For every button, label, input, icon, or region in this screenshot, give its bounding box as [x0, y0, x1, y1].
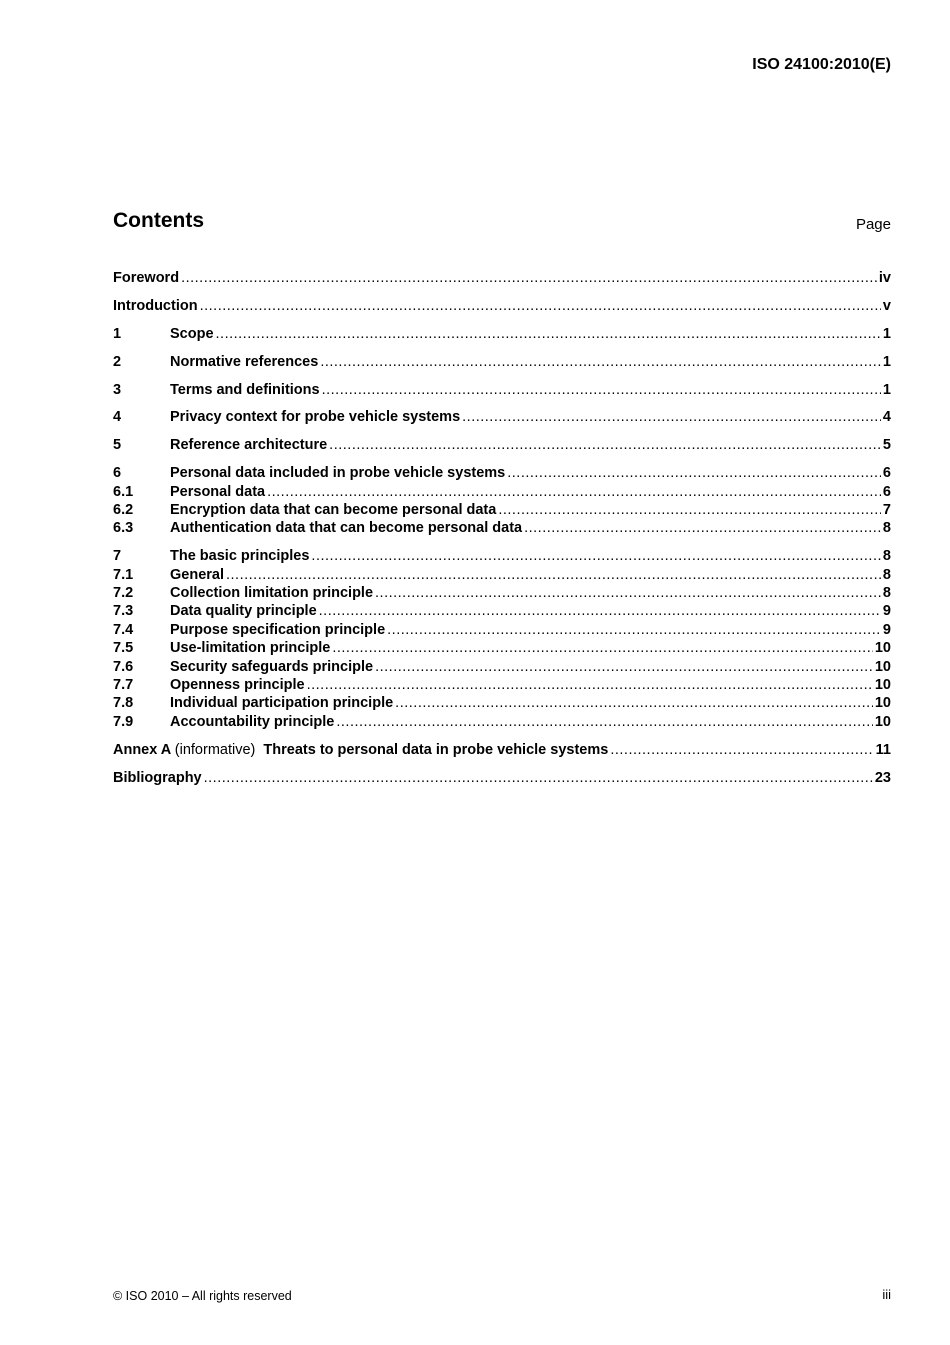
annex-title: Threats to personal data in probe vehicle systems: [263, 741, 609, 758]
toc-entry-page: 11: [875, 741, 891, 758]
toc-entry-page: 8: [882, 548, 891, 565]
toc-leader-dots: [524, 519, 881, 537]
toc-entry-7-3[interactable]: [113, 602, 891, 620]
toc-entry-page: 6: [882, 483, 891, 500]
toc-entry-title: Security safeguards principle: [170, 658, 374, 675]
toc-entry-number: 3: [113, 381, 122, 398]
toc-entry-page: 10: [874, 640, 891, 657]
toc-entry-number: 4: [113, 409, 122, 426]
toc-entry-page: 10: [874, 713, 891, 730]
toc-entry-number: 7.5: [113, 640, 134, 657]
toc-entry-page: 10: [874, 658, 891, 675]
toc-leader-dots: [320, 353, 881, 371]
toc-leader-dots: [375, 584, 881, 602]
toc-entry-number: 5: [113, 437, 122, 454]
toc-entry-bibliography[interactable]: [113, 769, 891, 787]
toc-entry-4[interactable]: [113, 408, 891, 426]
toc-entry-title: Purpose specification principle: [170, 621, 386, 638]
toc-entry-number: 6.1: [113, 483, 134, 500]
toc-entry-title: Use-limitation principle: [170, 640, 331, 657]
toc-leader-dots: [610, 741, 873, 759]
toc-leader-dots: [336, 713, 873, 731]
annex-type: (informative): [174, 741, 256, 758]
toc-leader-dots: [498, 501, 881, 519]
toc-entry-number: 7.6: [113, 658, 134, 675]
toc-entry-6-2[interactable]: [113, 501, 891, 519]
toc-entry-page: 4: [882, 409, 891, 426]
toc-entry-page: 23: [874, 769, 891, 786]
page-number: iii: [882, 1287, 891, 1302]
toc-entry-page: 8: [882, 520, 891, 537]
toc-entry-6-3[interactable]: [113, 519, 891, 537]
toc-entry-title: General: [170, 566, 224, 583]
toc-entry-page: 9: [882, 603, 891, 620]
toc-entry-title: Collection limitation principle: [170, 585, 374, 602]
toc-entry-title: Introduction: [113, 297, 198, 314]
toc-leader-dots: [307, 676, 873, 694]
toc-entry-number: 7.3: [113, 603, 134, 620]
toc-entry-number: 7.2: [113, 585, 134, 602]
toc-leader-dots: [322, 381, 881, 399]
toc-entry-7-2[interactable]: [113, 584, 891, 602]
toc-entry-title: Normative references: [170, 353, 319, 370]
toc-entry-number: 7.9: [113, 713, 134, 730]
toc-entry-page: v: [882, 297, 891, 314]
toc-entry-title: Personal data included in probe vehicle systems: [170, 465, 506, 482]
toc-entry-title: Accountability principle: [170, 713, 335, 730]
toc-leader-dots: [267, 483, 881, 501]
toc-entry-page: 5: [882, 437, 891, 454]
toc-entry-title: Openness principle: [170, 677, 305, 694]
toc-entry-page: 10: [874, 695, 891, 712]
page-column-label: Page: [855, 216, 891, 233]
toc-entry-introduction[interactable]: [113, 297, 891, 315]
toc-entry-number: 7.8: [113, 695, 134, 712]
toc-entry-page: 1: [882, 381, 891, 398]
copyright-notice: © ISO 2010 – All rights reserved: [113, 1289, 292, 1303]
toc-leader-dots: [216, 325, 881, 343]
document-id: ISO 24100:2010(E): [752, 56, 891, 73]
toc-entry-foreword[interactable]: [113, 269, 891, 287]
toc-entry-number: 1: [113, 325, 122, 342]
toc-entry-number: 6: [113, 465, 122, 482]
toc-entry-number: 7.7: [113, 677, 134, 694]
toc-entry-annex-a[interactable]: [113, 741, 891, 759]
contents-heading: Contents: [113, 209, 204, 232]
toc-entry-title: The basic principles: [170, 548, 310, 565]
toc-entry-title: Reference architecture: [170, 437, 328, 454]
toc-leader-dots: [204, 769, 873, 787]
toc-entry-7-5[interactable]: [113, 639, 891, 657]
toc-leader-dots: [507, 464, 881, 482]
toc-entry-page: 6: [882, 465, 891, 482]
toc-entry-number: 6.3: [113, 520, 134, 537]
toc-leader-dots: [332, 639, 873, 657]
toc-leader-dots: [395, 694, 873, 712]
toc-entry-3[interactable]: [113, 381, 891, 399]
toc-entry-number: 7.1: [113, 566, 134, 583]
toc-entry-number: 6.2: [113, 502, 134, 519]
table-of-contents: [113, 269, 891, 787]
toc-entry-page: 8: [882, 566, 891, 583]
toc-entry-5[interactable]: [113, 436, 891, 454]
toc-entry-title: Bibliography: [113, 769, 202, 786]
toc-entry-page: 1: [882, 353, 891, 370]
toc-entry-title: Personal data: [170, 483, 266, 500]
toc-entry-6[interactable]: [113, 464, 891, 482]
toc-entry-7-1[interactable]: [113, 566, 891, 584]
toc-entry-title: Terms and definitions: [170, 381, 320, 398]
toc-entry-title: Data quality principle: [170, 603, 317, 620]
toc-entry-page: 1: [882, 325, 891, 342]
toc-leader-dots: [181, 269, 877, 287]
toc-entry-7-9[interactable]: [113, 713, 891, 731]
toc-leader-dots: [329, 436, 881, 454]
toc-leader-dots: [319, 602, 881, 620]
toc-entry-7-4[interactable]: [113, 621, 891, 639]
toc-entry-number: 2: [113, 353, 122, 370]
toc-entry-2[interactable]: [113, 353, 891, 371]
toc-leader-dots: [387, 621, 881, 639]
toc-entry-page: 7: [882, 502, 891, 519]
toc-entry-6-1[interactable]: [113, 483, 891, 501]
toc-entry-title: Encryption data that can become personal data: [170, 502, 497, 519]
toc-entry-title: Individual participation principle: [170, 695, 394, 712]
toc-entry-title: Privacy context for probe vehicle systems: [170, 409, 461, 426]
toc-entry-page: 9: [882, 621, 891, 638]
toc-leader-dots: [375, 658, 873, 676]
toc-entry-page: 8: [882, 585, 891, 602]
toc-leader-dots: [200, 297, 881, 315]
annex-label: Annex A: [113, 741, 171, 758]
toc-entry-title: [113, 741, 610, 759]
toc-entry-7[interactable]: [113, 547, 891, 565]
toc-entry-7-6[interactable]: [113, 658, 891, 676]
toc-entry-7-7[interactable]: [113, 676, 891, 694]
toc-entry-1[interactable]: [113, 325, 891, 343]
toc-entry-title: Foreword: [113, 270, 180, 286]
toc-entry-7-8[interactable]: [113, 694, 891, 712]
toc-entry-title: Scope: [170, 325, 214, 342]
toc-entry-title: Authentication data that can become personal data: [170, 520, 523, 537]
toc-entry-page: iv: [878, 270, 891, 286]
toc-entry-number: 7: [113, 548, 122, 565]
toc-leader-dots: [462, 408, 881, 426]
toc-entry-page: 10: [874, 677, 891, 694]
toc-leader-dots: [226, 566, 881, 584]
toc-leader-dots: [311, 547, 881, 565]
toc-entry-number: 7.4: [113, 621, 134, 638]
